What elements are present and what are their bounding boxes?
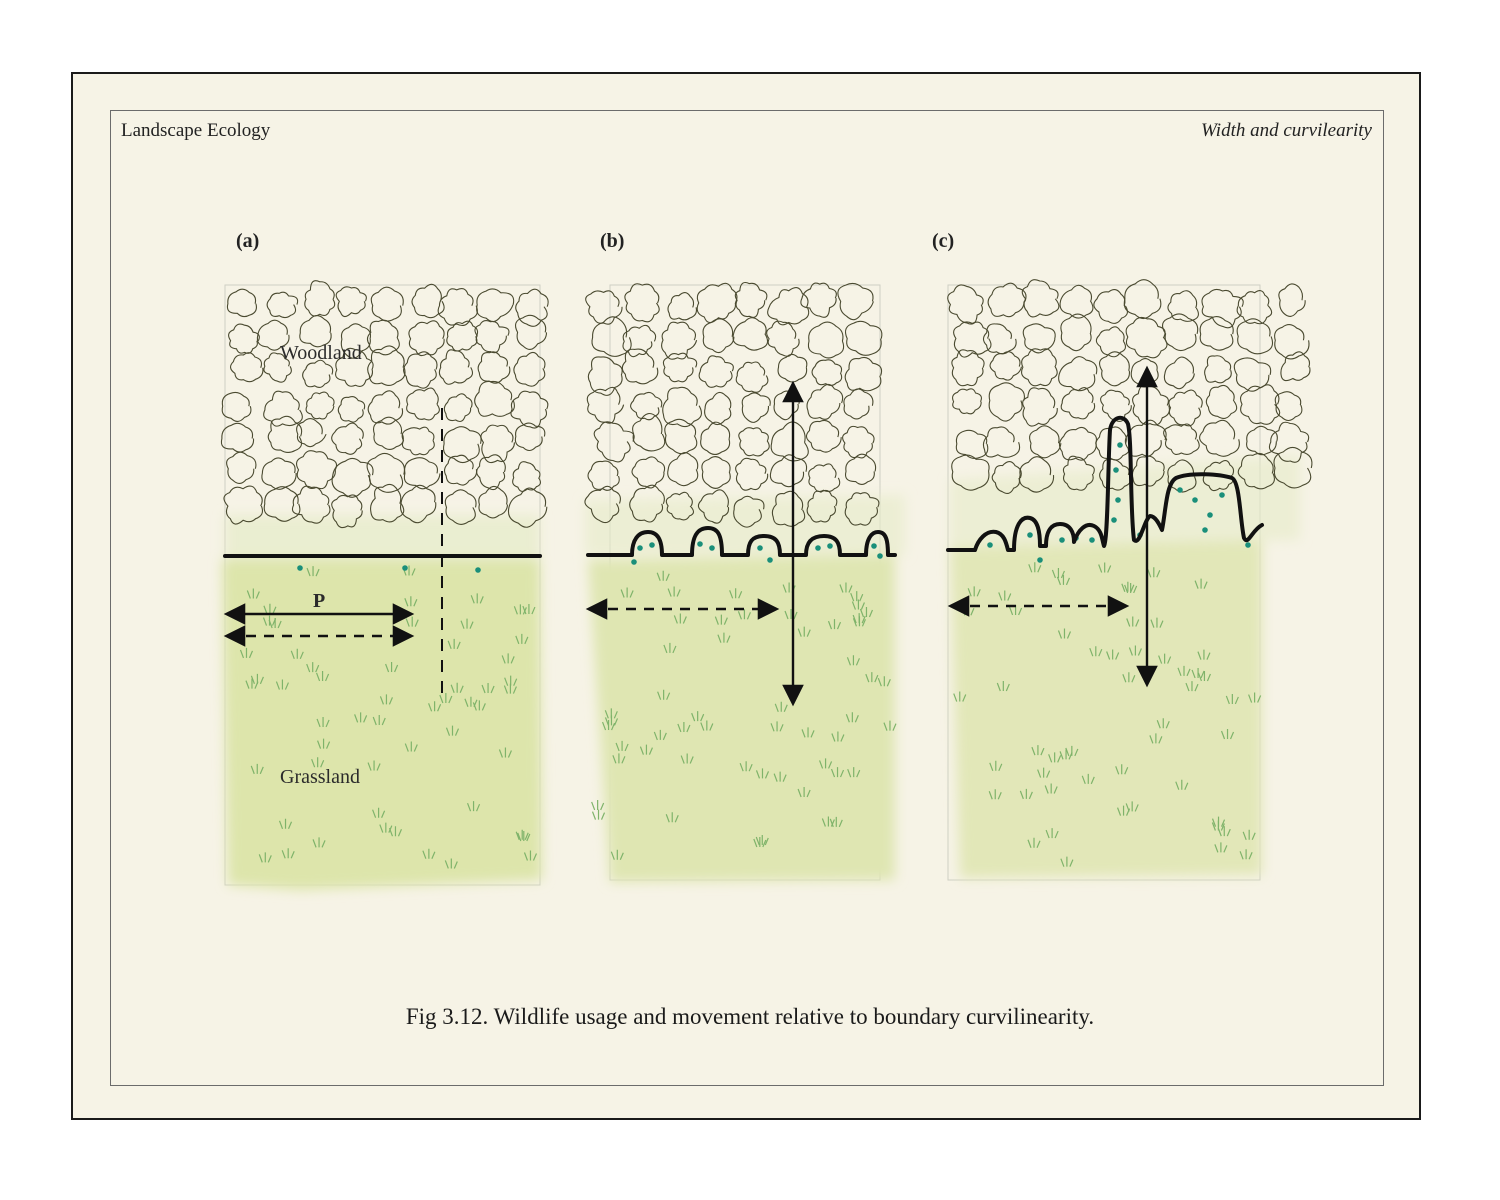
tree-crown bbox=[702, 457, 730, 489]
wildlife-dot bbox=[1111, 517, 1117, 523]
tree-crown bbox=[774, 391, 799, 420]
tree-crown bbox=[267, 292, 298, 317]
wildlife-dot bbox=[1089, 537, 1095, 543]
tree-crown bbox=[844, 389, 873, 419]
tree-crown bbox=[633, 414, 665, 451]
tree-crown bbox=[412, 284, 444, 317]
wildlife-dot bbox=[1027, 532, 1033, 538]
tree-crown bbox=[477, 289, 514, 322]
tree-crown bbox=[983, 427, 1019, 457]
tree-crown bbox=[1059, 427, 1096, 460]
tree-crown bbox=[586, 291, 622, 324]
tree-crown bbox=[439, 350, 472, 384]
tree-crown bbox=[1164, 424, 1200, 454]
tree-crown bbox=[812, 360, 842, 386]
tree-crown bbox=[407, 388, 440, 420]
tree-crown bbox=[1275, 325, 1309, 359]
wildlife-dot bbox=[1113, 467, 1119, 473]
tree-crown bbox=[1126, 317, 1167, 357]
tree-crown bbox=[632, 457, 665, 488]
tree-crown bbox=[989, 383, 1024, 421]
wildlife-dot bbox=[987, 542, 993, 548]
perimeter-label: P bbox=[313, 590, 326, 612]
tree-crown bbox=[701, 422, 730, 454]
tree-crown bbox=[668, 453, 698, 486]
tree-crown bbox=[444, 394, 472, 422]
tree-crown bbox=[1279, 284, 1305, 316]
tree-crown bbox=[1275, 392, 1302, 421]
tree-crown bbox=[1200, 420, 1240, 456]
tree-crown bbox=[264, 391, 303, 426]
wildlife-dot bbox=[649, 542, 655, 548]
tree-crown bbox=[1061, 314, 1091, 351]
tree-crown bbox=[1059, 357, 1097, 391]
tree-crown bbox=[1200, 317, 1233, 351]
tree-crown bbox=[594, 422, 634, 462]
tree-crown bbox=[1061, 388, 1094, 419]
wildlife-dot bbox=[709, 545, 715, 551]
tree-crown bbox=[1060, 285, 1093, 318]
tree-crown bbox=[1133, 385, 1170, 425]
tree-crown bbox=[699, 356, 733, 388]
tree-crown bbox=[742, 393, 770, 422]
tree-crown bbox=[988, 283, 1026, 316]
tree-crown bbox=[1168, 291, 1199, 322]
tree-crown bbox=[952, 350, 984, 386]
tree-crown bbox=[221, 423, 253, 452]
wildlife-dot bbox=[1037, 557, 1043, 563]
grassland-label: Grassland bbox=[280, 766, 360, 788]
tree-crown bbox=[374, 417, 404, 449]
tree-crown bbox=[736, 458, 768, 490]
wildlife-dot bbox=[1192, 497, 1198, 503]
tree-crown bbox=[1030, 426, 1061, 458]
tree-crown bbox=[227, 289, 256, 316]
tree-crown bbox=[231, 353, 263, 382]
tree-crown bbox=[1247, 426, 1278, 454]
tree-crown bbox=[445, 455, 477, 485]
tree-crown bbox=[806, 420, 841, 452]
tree-crown bbox=[229, 324, 260, 353]
tree-crown bbox=[767, 321, 799, 356]
tree-crown bbox=[845, 357, 881, 390]
wildlife-dot bbox=[402, 565, 408, 571]
tree-crown bbox=[663, 353, 696, 382]
book-title-header: Landscape Ecology bbox=[121, 120, 271, 141]
tree-crown bbox=[1023, 388, 1058, 426]
wildlife-dot bbox=[1202, 527, 1208, 533]
tree-crown bbox=[1023, 324, 1055, 353]
wildlife-dot bbox=[1219, 492, 1225, 498]
tree-crown bbox=[668, 293, 696, 320]
tree-crown bbox=[1022, 349, 1058, 386]
tree-crown bbox=[404, 458, 440, 489]
tree-crown bbox=[663, 387, 702, 426]
tree-crown bbox=[1096, 427, 1130, 460]
tree-crown bbox=[697, 283, 737, 322]
tree-crown bbox=[1206, 385, 1236, 418]
wildlife-dot bbox=[827, 543, 833, 549]
wildlife-dot bbox=[1245, 542, 1251, 548]
wildlife-dot bbox=[767, 557, 773, 563]
tree-crown bbox=[475, 381, 515, 416]
tree-crown bbox=[990, 352, 1021, 380]
tree-crown bbox=[332, 423, 364, 454]
tree-crown bbox=[623, 325, 656, 356]
tree-crown bbox=[1131, 359, 1158, 387]
tree-crown bbox=[1205, 356, 1232, 383]
tree-crown bbox=[948, 285, 983, 324]
tree-crown bbox=[305, 281, 335, 316]
tree-crown bbox=[511, 391, 548, 428]
tree-crown bbox=[371, 287, 403, 321]
tree-crown bbox=[222, 392, 251, 421]
tree-crown bbox=[843, 426, 874, 458]
tree-crown bbox=[807, 384, 843, 419]
panel-label-a: (a) bbox=[236, 230, 260, 252]
tree-crown bbox=[306, 392, 334, 419]
tree-crown bbox=[402, 427, 434, 455]
tree-crown bbox=[588, 461, 619, 490]
grass-tuft bbox=[592, 800, 604, 810]
tree-crown bbox=[631, 392, 662, 419]
wildlife-dot bbox=[1059, 537, 1065, 543]
tree-crown bbox=[443, 427, 481, 463]
wildlife-dot bbox=[871, 543, 877, 549]
tree-crown bbox=[513, 462, 541, 492]
wildlife-dot bbox=[631, 559, 637, 565]
tree-crown bbox=[1094, 290, 1128, 324]
tree-crown bbox=[404, 352, 437, 388]
wildlife-dot bbox=[475, 567, 481, 573]
tree-crown bbox=[477, 455, 506, 490]
tree-crown bbox=[838, 283, 874, 319]
tree-crown bbox=[297, 451, 337, 489]
wildlife-dot bbox=[1177, 487, 1183, 493]
tree-crown bbox=[809, 464, 840, 492]
wildlife-dot bbox=[1115, 497, 1121, 503]
wildlife-dot bbox=[697, 541, 703, 547]
tree-crown bbox=[1237, 319, 1272, 354]
tree-crown bbox=[733, 318, 768, 350]
grass-tuft bbox=[593, 810, 605, 820]
tree-crown bbox=[478, 352, 510, 383]
tree-crown bbox=[338, 397, 364, 423]
tree-crown bbox=[367, 320, 399, 355]
wildlife-dot bbox=[877, 553, 883, 559]
section-title-header: Width and curvilearity bbox=[1201, 120, 1372, 141]
wildlife-dot bbox=[637, 545, 643, 551]
tree-crown bbox=[479, 486, 508, 518]
tree-crown bbox=[587, 387, 623, 423]
tree-crown bbox=[705, 392, 731, 424]
tree-crown bbox=[801, 283, 837, 317]
woodland-label: Woodland bbox=[280, 342, 362, 364]
tree-crown bbox=[336, 287, 366, 317]
tree-crown bbox=[1124, 280, 1161, 319]
tree-crown bbox=[1169, 390, 1202, 426]
tree-crown bbox=[736, 362, 768, 392]
tree-crown bbox=[1281, 352, 1310, 381]
wildlife-dot bbox=[757, 545, 763, 551]
tree-crown bbox=[808, 322, 843, 358]
tree-crown bbox=[778, 354, 807, 382]
tree-crown bbox=[262, 458, 296, 489]
wildlife-dot bbox=[1117, 442, 1123, 448]
tree-crown bbox=[481, 425, 514, 462]
wildlife-dot bbox=[815, 545, 821, 551]
tree-crown bbox=[735, 283, 767, 318]
tree-crown bbox=[475, 321, 509, 353]
tree-crown bbox=[845, 321, 881, 355]
tree-crown bbox=[268, 416, 301, 452]
tree-crown bbox=[1164, 357, 1194, 389]
tree-crown bbox=[227, 452, 256, 483]
tree-crown bbox=[953, 389, 982, 414]
wildlife-dot bbox=[297, 565, 303, 571]
tree-crown bbox=[588, 357, 622, 395]
tree-crown bbox=[368, 391, 402, 424]
panel-label-b: (b) bbox=[600, 230, 625, 252]
tree-crown bbox=[846, 454, 876, 484]
tree-crown bbox=[703, 319, 734, 353]
tree-crown bbox=[516, 289, 548, 326]
tree-crown bbox=[739, 428, 769, 456]
wildlife-dot bbox=[1207, 512, 1213, 518]
tree-crown bbox=[409, 321, 444, 356]
panel-label-c: (c) bbox=[932, 230, 955, 252]
figure-caption: Fig 3.12. Wildlife usage and movement relative to boundary curvilinearity. bbox=[405, 1004, 1095, 1029]
tree-crown bbox=[625, 284, 659, 322]
